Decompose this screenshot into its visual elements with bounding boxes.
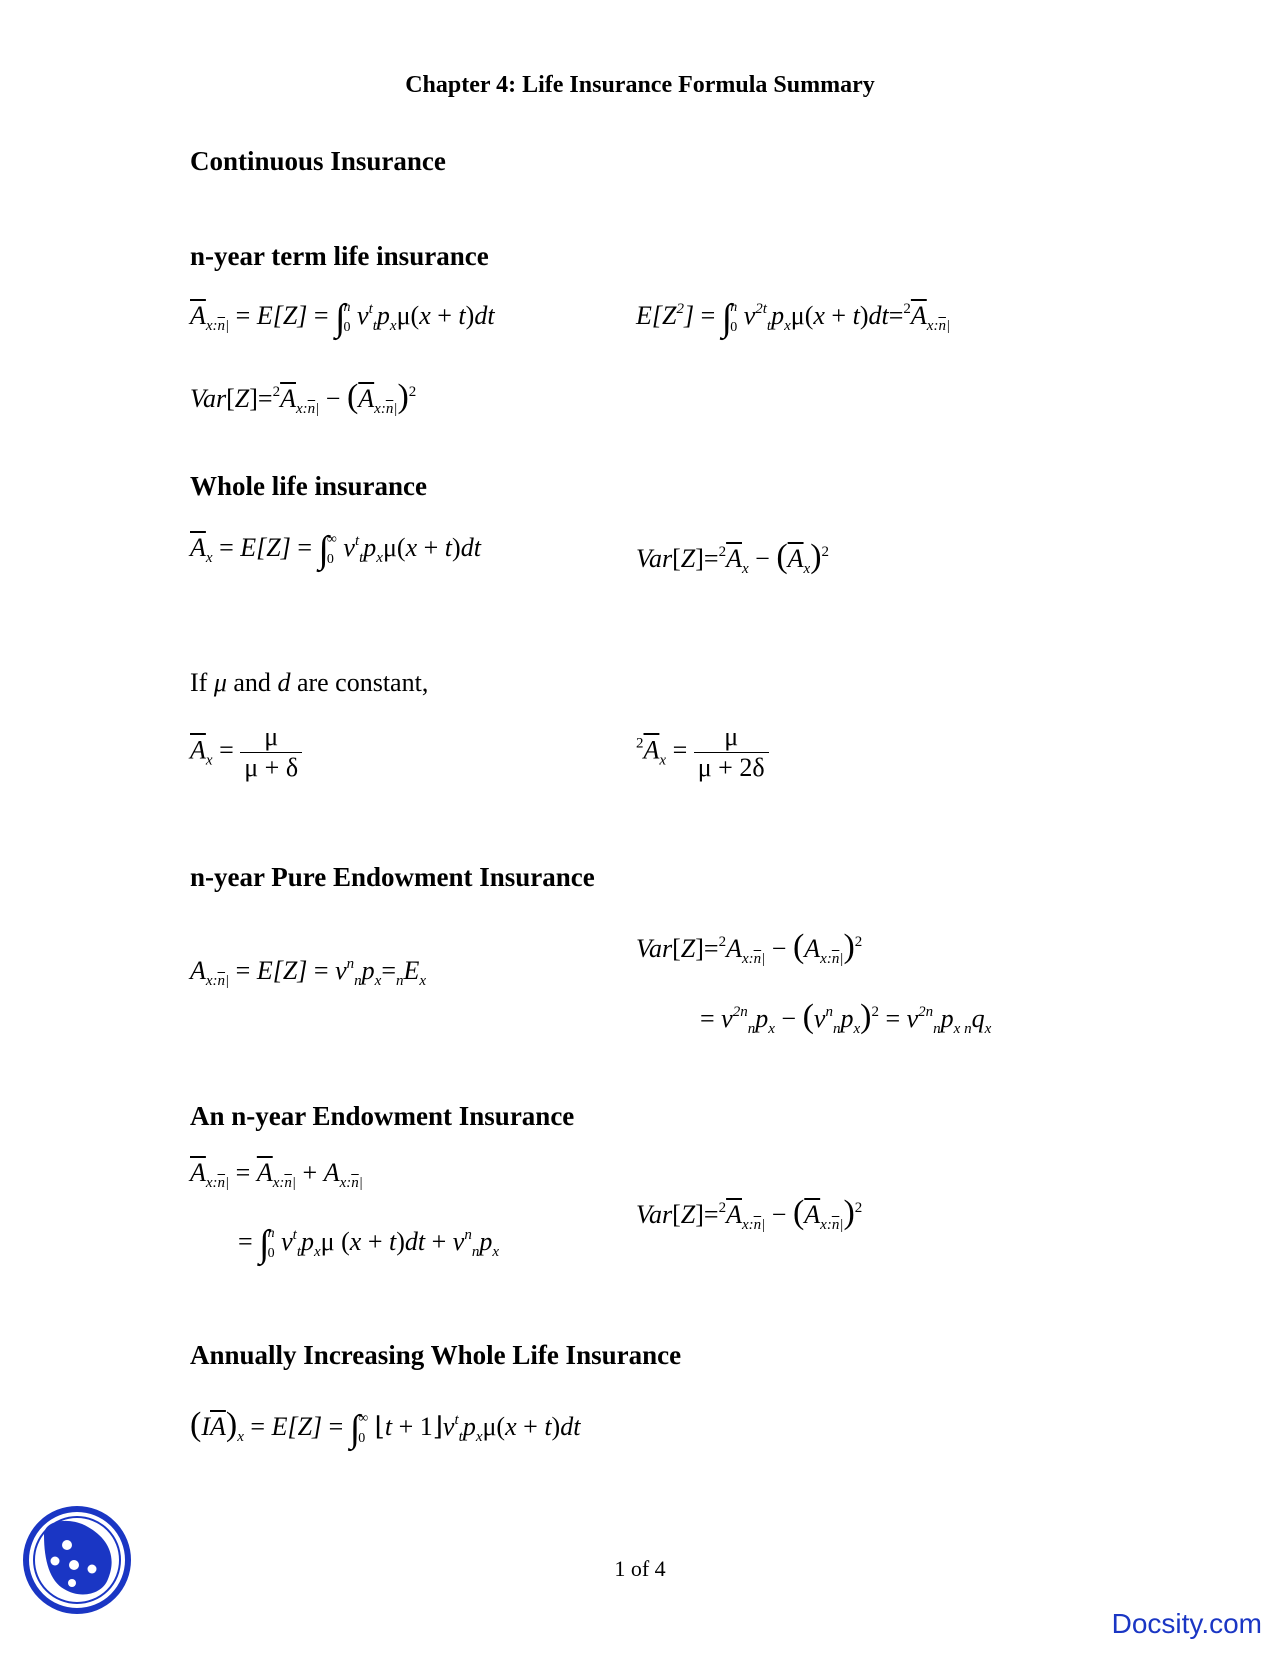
page-number: 1 of 4 [614,1556,666,1581]
formula-term-variance: $Var[Z]=^2\overline{A}_{x:\overline{n}|} - (\overline{A}_{x:\overline{n}|})^2$ [190,378,417,417]
formula-pure-variance-line1: $Var[Z]=^2A_{x:\overline{n}|} - (A_{x:\overline{n}|})^2$ [636,928,863,967]
formula-whole-expectation: $\overline{A}_x = E[Z]$ = ∫ ∞ 0 $v^t_tp_x\mu(x + t)dt$ [190,529,481,571]
section-continuous-insurance: Continuous Insurance [190,146,446,176]
docsity-logo-icon [22,1505,132,1615]
heading-endowment: An n-year Endowment Insurance [190,1101,575,1131]
formula-endowment-line2: = ∫ n 0 $v^t_tp_x\mu$ $(x + t)dt + v^n_np_x$ [238,1223,500,1265]
heading-n-year-term: n-year term life insurance [190,241,489,271]
formula-endowment-line1: $\overline{A}_{x:\overline{n}|} = \overline{A}_{x:\overline{n}|} + A_{x:\overline{n}|}$ [190,1158,363,1191]
formula-increasing-expectation: $(I\overline{A})_x = E[Z]$ = ∫ ∞ 0 ⌊t + $1⌋v^t_tp_x\mu(x + t)dt$ [190,1406,581,1450]
formula-constant-first: $\overline{A}_x$ = $\frac{\mu}{\mu + \delta}$ [190,722,302,783]
formula-endowment-variance: $Var[Z]=^2\overline{A}_{x:\overline{n}|} - (\overline{A}_{x:\overline{n}|})^2$ [636,1194,863,1233]
formula-whole-variance: $Var[Z]=^2\overline{A}_x - (\overline{A}_x)^2$ [636,538,830,577]
formula-pure-variance-line2: = $v^{2n}_np_x - (v^n_np_x)^2 = v^{2n}_np_{x n}q_x$ [700,998,992,1037]
formula-term-expectation: $\overline{A}_{x:\overline{n}|} = E[Z]$ = ∫ n 0 $v^t_tp_x\mu(x + t)dt$ [190,297,495,339]
heading-pure-endowment: n-year Pure Endowment Insurance [190,862,595,892]
constant-force-note: If μ and d are constant, [190,668,429,697]
heading-whole-life: Whole life insurance [190,471,427,501]
formula-term-second-moment: $E[Z^2]$ = ∫ n 0 $v^{2t}_tp_x\mu(x + t)dt=^2\overline{A}_{x:\overline{n}|}$ [636,297,951,339]
heading-increasing-whole-life: Annually Increasing Whole Life Insurance [190,1340,682,1370]
page-title: Chapter 4: Life Insurance Formula Summary [405,72,875,98]
docsity-brand-link[interactable]: Docsity.com [1111,1608,1262,1639]
formula-pure-expectation: $A_{x:\overline{n}|} = E[Z] = v^n_np_x=_nE_x$ [190,956,427,989]
formula-constant-second: $^2\overline{A}_x$ = $\frac{\mu}{\mu + 2\delta}$ [636,722,769,783]
